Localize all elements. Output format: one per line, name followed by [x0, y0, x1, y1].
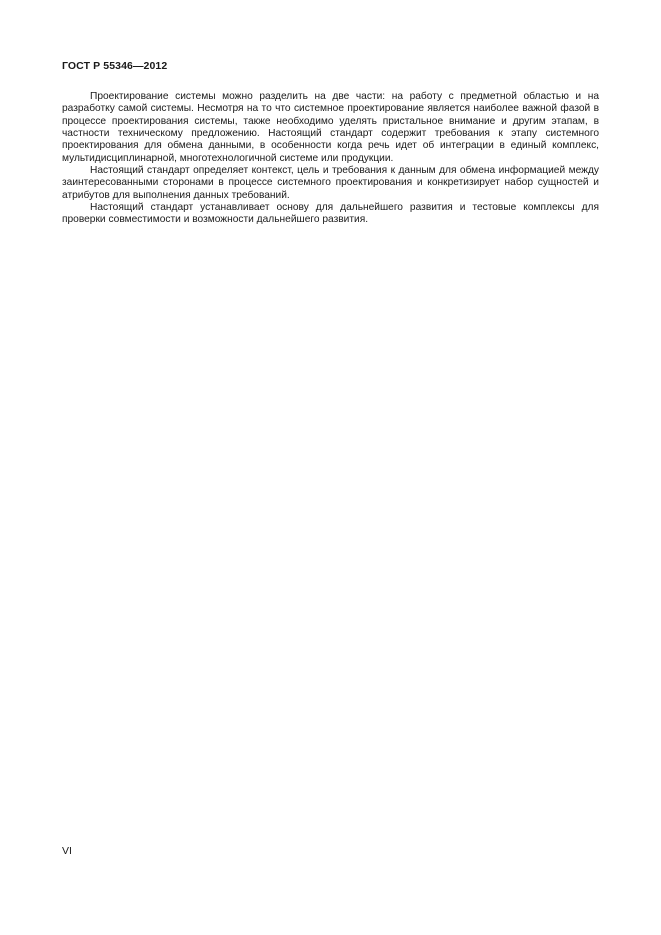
paragraph: Настоящий стандарт определяет контекст, цель и требования к данным для обмена информацией между заинтересованными сторонами в процессе системного проектирования и конкретизирует набор сущностей и атрибутов для выполнения данных требований. [62, 165, 599, 201]
document-header: ГОСТ Р 55346—2012 [62, 60, 168, 72]
page-number: VI [62, 845, 72, 857]
paragraph: Проектирование системы можно разделить на две части: на работу с предметной областью и на разработку самой системы. Несмотря на то что системное проектирование является наиболее важной фазой в процессе проектирования системы, также необходимо уделять пристальное внимание и другим этапам, в частности техническому предложению. Настоящий стандарт содержит требования к этапу системного проектирования для обмена данными, в особенности когда речь идет об интеграции в единый комплекс, мультидисциплинарной, многотехнологичной системе или продукции. [62, 91, 599, 164]
body-text [62, 91, 599, 227]
paragraph: Настоящий стандарт устанавливает основу для дальнейшего развития и тестовые комплексы для проверки совместимости и возможности дальнейшего развития. [62, 202, 599, 226]
